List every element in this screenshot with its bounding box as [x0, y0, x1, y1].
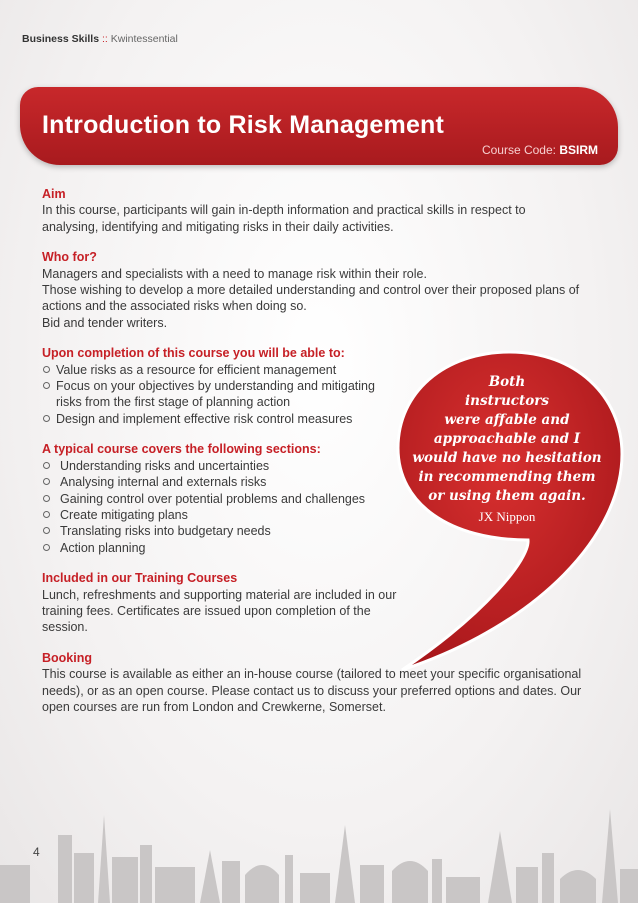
quote-line: instructors	[465, 393, 549, 409]
who-for-heading: Who for?	[42, 250, 97, 265]
list-item: Action planning	[42, 540, 402, 556]
list-item: Design and implement effective risk control measures	[42, 411, 402, 427]
quote-line: were affable and	[444, 412, 570, 428]
list-item: Translating risks into budgetary needs	[42, 523, 402, 539]
quote-line: Both	[488, 374, 526, 390]
list-item: Focus on your objectives by understanding and mitigating risks from the first stage of planning action	[42, 378, 402, 411]
course-code	[482, 143, 598, 157]
aim-section	[42, 186, 582, 235]
booking-text: This course is available as either an in-house course (tailored to meet your specific organisational needs), or as an open course. Please contact us to discuss your preferred options and dates. Our open courses are run from London and Crewkerne, Somerset.	[42, 667, 582, 714]
included-heading: Included in our Training Courses	[42, 571, 238, 586]
city-skyline-illustration	[0, 795, 638, 903]
list-item: Value risks as a resource for efficient management	[42, 362, 402, 378]
quote-author: JX Nippon	[478, 509, 536, 524]
course-sections-list	[42, 458, 402, 556]
quote-line: or using them again.	[428, 488, 586, 504]
header-brand-light: Kwintessential	[110, 33, 178, 45]
quote-line: would have no hesitation	[412, 450, 602, 466]
completion-list	[42, 362, 402, 428]
page-title: Introduction to Risk Management	[42, 111, 445, 139]
quote-line: approachable and I	[433, 431, 581, 447]
list-item: Analysing internal and externals risks	[42, 474, 402, 490]
page-number: 4	[33, 845, 40, 859]
list-item: Gaining control over potential problems and challenges	[42, 491, 402, 507]
testimonial-quote	[400, 373, 614, 506]
list-item: Understanding risks and uncertainties	[42, 458, 402, 474]
course-code-value: BSIRM	[559, 143, 598, 157]
course-sections-heading: A typical course covers the following sections:	[42, 442, 321, 457]
who-for-line: Bid and tender writers.	[42, 315, 168, 330]
booking-heading: Booking	[42, 650, 92, 665]
included-section	[42, 570, 402, 636]
who-for-line: Those wishing to develop a more detailed understanding and control over their proposed plans of actions and the associated risks when doing so.	[42, 283, 580, 314]
course-code-label: Course Code:	[481, 143, 556, 157]
included-text: Lunch, refreshments and supporting material are included in our training fees. Certificates are issued upon completion of the session.	[42, 587, 397, 635]
who-for-section	[42, 249, 582, 331]
who-for-line: Managers and specialists with a need to manage risk within their role.	[42, 266, 427, 281]
aim-heading: Aim	[42, 187, 66, 201]
header-separator: ::	[101, 33, 108, 45]
list-item: Create mitigating plans	[42, 507, 402, 523]
aim-text: In this course, participants will gain in-depth information and practical skills in respect to analysing, identifying and mitigating risks in their daily activities.	[42, 203, 526, 234]
quote-line: in recommending them	[418, 469, 596, 485]
page-header	[22, 33, 178, 45]
header-brand-strong: Business Skills	[22, 33, 100, 45]
title-banner	[20, 87, 618, 165]
completion-heading: Upon completion of this course you will be able to:	[42, 346, 345, 361]
